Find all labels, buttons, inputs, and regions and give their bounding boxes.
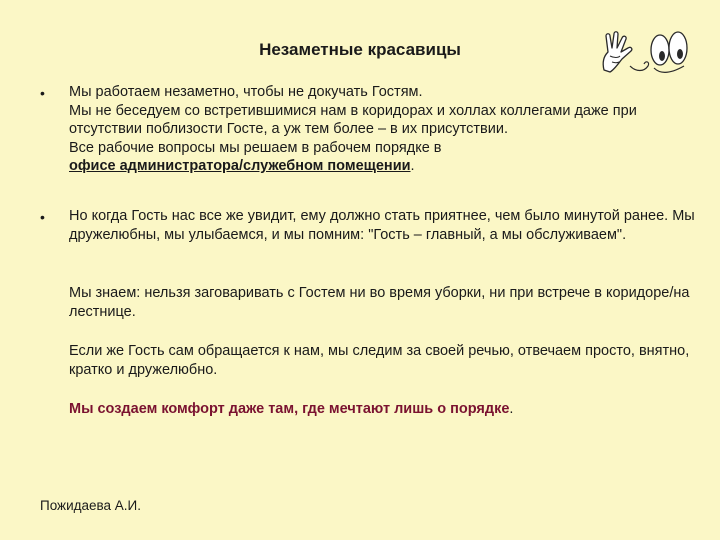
bullet-2-para-4 — [69, 400, 699, 419]
comfort-slogan-suffix: . — [509, 401, 514, 417]
hand-with-eyes-icon — [598, 26, 690, 76]
bullet-1-text — [69, 83, 699, 176]
bullet-1-line-3-prefix: Все рабочие вопросы мы решаем в рабочем порядке в — [69, 139, 442, 156]
bullet-2-para-2: Мы знаем: нельзя заговаривать с Гостем ни во время уборки, ни при встрече в коридоре/на лестнице. — [69, 285, 690, 320]
office-emphasis: офисе администратора/служебном помещении — [69, 158, 411, 174]
bullet-1-line-2: Мы не беседуем со встретившимися нам в коридорах и холлах коллегами даже при отсутствии поблизости Госте, а уж тем более – в их присутствии. — [69, 102, 637, 137]
author-name: Пожидаева А.И. — [40, 498, 142, 513]
bullet-2-para-1: Но когда Гость нас все же увидит, ему должно стать приятнее, чем было минутой ранее. Мы дружелюбны, мы улыбаемся, и мы помним: "Гость – главный, а мы обслуживаем". — [69, 208, 695, 243]
bullet-1-line-1: Мы работаем незаметно, чтобы не докучать Гостям. — [69, 84, 423, 100]
comfort-slogan: Мы создаем комфорт даже там, где мечтают лишь о порядке — [69, 401, 510, 417]
bullet-marker: • — [40, 209, 45, 225]
bullet-2-para-3: Если же Гость сам обращается к нам, мы следим за своей речью, отвечаем просто, внятно, кратко и дружелюбно. — [69, 343, 690, 378]
bullet-1-line-3 — [69, 139, 699, 176]
bullet-marker: • — [40, 85, 45, 101]
slide-title: Незаметные красавицы — [259, 40, 461, 59]
bullet-1-line-3-suffix: . — [410, 158, 415, 174]
